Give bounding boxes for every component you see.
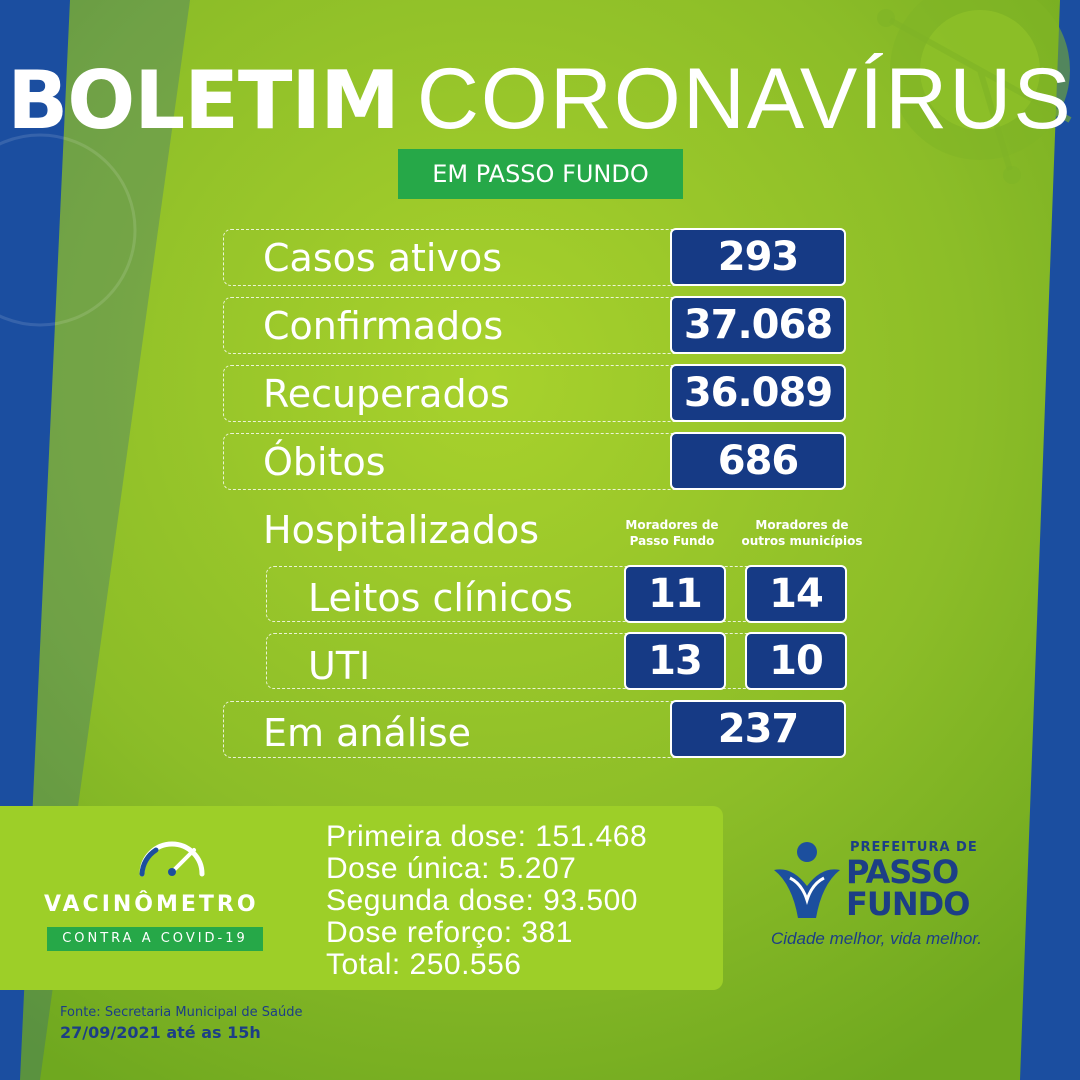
label-obitos: Óbitos — [263, 440, 386, 484]
dose-primeira: Primeira dose: 151.468 — [326, 820, 648, 853]
label-recuperados: Recuperados — [263, 372, 510, 416]
label-confirmados: Confirmados — [263, 304, 504, 348]
source-date: 27/09/2021 até as 15h — [60, 1023, 261, 1042]
source-text: Fonte: Secretaria Municipal de Saúde — [60, 1005, 303, 1020]
value-obitos: 686 — [670, 432, 846, 490]
title-bold: BOLETIM — [7, 54, 399, 147]
bulletin-title — [0, 50, 1080, 149]
vacinometro-title: VACINÔMETRO — [44, 892, 259, 917]
logo-name-passo: PASSO — [846, 853, 959, 891]
gauge-icon — [136, 836, 208, 878]
location-badge: EM PASSO FUNDO — [398, 149, 683, 199]
col-head-outros-line1: Moradores de — [755, 518, 849, 532]
logo-name-fundo: FUNDO — [846, 885, 970, 923]
value-leitos-passo-fundo: 11 — [624, 565, 726, 623]
dose-segunda: Segunda dose: 93.500 — [326, 884, 638, 917]
dose-total: Total: 250.556 — [326, 948, 522, 981]
value-uti-passo-fundo: 13 — [624, 632, 726, 690]
value-casos-ativos: 293 — [670, 228, 846, 286]
col-head-passo-fundo-line2: Passo Fundo — [629, 534, 715, 548]
logo-prefix: PREFEITURA DE — [850, 840, 978, 855]
dose-reforco: Dose reforço: 381 — [326, 916, 573, 949]
label-casos-ativos: Casos ativos — [263, 236, 503, 280]
logo-slogan: Cidade melhor, vida melhor. — [771, 929, 983, 948]
col-head-outros-line2: outros municípios — [741, 534, 863, 548]
col-head-outros-municipios — [732, 517, 872, 549]
value-uti-outros: 10 — [745, 632, 847, 690]
value-em-analise: 237 — [670, 700, 846, 758]
col-head-passo-fundo-line1: Moradores de — [625, 518, 719, 532]
value-leitos-outros: 14 — [745, 565, 847, 623]
prefeitura-logo-icon — [772, 840, 842, 920]
label-hospitalizados: Hospitalizados — [263, 508, 540, 552]
value-confirmados: 37.068 — [670, 296, 846, 354]
title-light: CORONAVÍRUS — [416, 51, 1073, 147]
label-em-analise: Em análise — [263, 711, 472, 755]
dose-unica: Dose única: 5.207 — [326, 852, 577, 885]
label-uti: UTI — [308, 644, 371, 688]
value-recuperados: 36.089 — [670, 364, 846, 422]
vacinometro-subtitle: CONTRA A COVID-19 — [47, 927, 263, 951]
label-leitos-clinicos: Leitos clínicos — [308, 576, 574, 620]
col-head-passo-fundo — [612, 517, 732, 549]
